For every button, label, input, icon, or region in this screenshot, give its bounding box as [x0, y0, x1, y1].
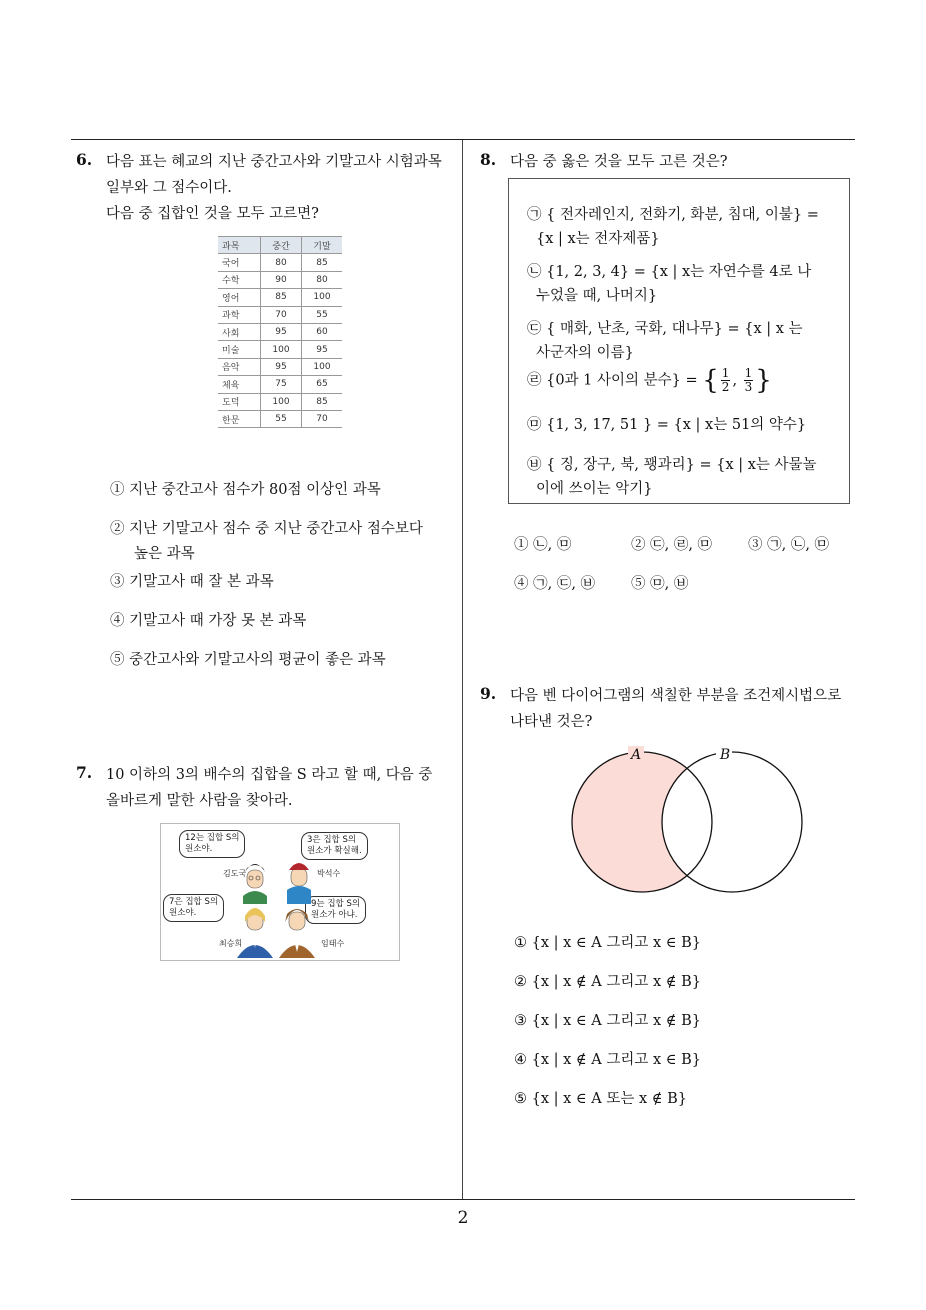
- fraction-2-numerator: 1: [744, 366, 753, 380]
- question-7-number: 7.: [76, 763, 93, 782]
- cell-final: 85: [302, 254, 343, 271]
- q8-choice-4[interactable]: ④ ㉠, ㉢, ㉥: [514, 576, 596, 592]
- header-subject: 과목: [218, 237, 261, 254]
- bubble-3-line2: 원소야.: [169, 908, 197, 918]
- fraction-2-denominator: 3: [744, 380, 753, 394]
- cell-subject: 한문: [218, 410, 261, 427]
- statement-b-line1: ㉡ {1, 2, 3, 4} = {x | x는 자연수를 4로 나: [527, 264, 812, 280]
- student-park: [287, 863, 311, 904]
- statement-e: ㉤ {1, 3, 17, 51 } = {x | x는 51의 약수}: [527, 417, 807, 433]
- question-9-line1: 다음 벤 다이어그램의 색칠한 부분을 조건제시법으로: [510, 688, 842, 704]
- venn-diagram: [560, 742, 810, 902]
- statement-f-line1: ㉥ { 징, 장구, 북, 꽹과리} = {x | x는 사물놀: [527, 457, 817, 473]
- fraction-one-half: [721, 367, 731, 394]
- cell-midterm: 75: [261, 376, 302, 393]
- cell-subject: 음악: [218, 358, 261, 375]
- statement-f-line2: 이에 쓰이는 악기}: [536, 481, 653, 497]
- question-7-line1: 10 이하의 3의 배수의 집합을 S 라고 할 때, 다음 중: [106, 767, 433, 783]
- bubble-2-line2: 원소가 확실해.: [307, 846, 362, 856]
- cell-final: 80: [302, 271, 343, 288]
- table-row: [218, 306, 342, 323]
- statement-c-line1: ㉢ { 매화, 난초, 국화, 대나무} = {x | x 는: [527, 321, 803, 337]
- cell-midterm: 95: [261, 358, 302, 375]
- q9-choice-1[interactable]: ① {x | x ∈ A 그리고 x ∈ B}: [514, 935, 701, 951]
- student-lim: [279, 909, 315, 958]
- cell-final: 85: [302, 393, 343, 410]
- name-choi: 최승희: [219, 939, 243, 948]
- cell-midterm: 90: [261, 271, 302, 288]
- cell-midterm: 80: [261, 254, 302, 271]
- bubble-1-line1: 12는 집합 S의: [185, 833, 240, 843]
- students-cartoon: [160, 823, 400, 961]
- cell-subject: 수학: [218, 271, 261, 288]
- student-kim: [243, 864, 267, 904]
- statement-a-line1: ㉠ { 전자레인지, 전화기, 화분, 침대, 이불} =: [527, 207, 819, 223]
- cell-final: 100: [302, 289, 343, 306]
- set-b-overlap-region: [662, 752, 802, 892]
- table-row: [218, 341, 342, 358]
- q6-option-2-cont[interactable]: 높은 과목: [134, 546, 195, 562]
- statement-b-line2: 누었을 때, 나머지}: [536, 288, 658, 304]
- q8-choice-5[interactable]: ⑤ ㉤, ㉥: [631, 576, 689, 592]
- table-row: [218, 271, 342, 288]
- score-table: [218, 236, 342, 428]
- name-lim: 임태수: [321, 939, 345, 948]
- q8-choice-1[interactable]: ① ㉡, ㉤: [514, 537, 572, 553]
- cell-midterm: 95: [261, 323, 302, 340]
- question-7-line2: 올바르게 말한 사람을 찾아라.: [106, 793, 293, 809]
- student-choi: [237, 908, 273, 958]
- q9-choice-5[interactable]: ⑤ {x | x ∈ A 또는 x ∉ B}: [514, 1091, 687, 1107]
- q6-option-5[interactable]: ⑤ 중간고사와 기말고사의 평균이 좋은 과목: [110, 652, 386, 668]
- q9-choice-4[interactable]: ④ {x | x ∉ A 그리고 x ∈ B}: [514, 1052, 701, 1068]
- question-6-line1: 다음 표는 혜교의 지난 중간고사와 기말고사 시험과목: [106, 154, 442, 170]
- header-final: 기말: [302, 237, 343, 254]
- table-row: [218, 289, 342, 306]
- set-a-label: A: [630, 747, 642, 763]
- fraction-1-numerator: 1: [721, 366, 730, 380]
- q6-option-3[interactable]: ③ 기말고사 때 잘 본 과목: [110, 574, 274, 590]
- cell-final: 55: [302, 306, 343, 323]
- statement-a-line2: {x | x는 전자제품}: [536, 231, 660, 247]
- question-8-text: 다음 중 옳은 것을 모두 고른 것은?: [510, 154, 728, 170]
- question-9-line2: 나타낸 것은?: [510, 714, 593, 730]
- column-divider: [462, 140, 463, 1199]
- cell-subject: 국어: [218, 254, 261, 271]
- name-park: 박석수: [317, 869, 341, 878]
- table-row: [218, 358, 342, 375]
- cell-subject: 도덕: [218, 393, 261, 410]
- cell-midterm: 85: [261, 289, 302, 306]
- cell-final: 70: [302, 410, 343, 427]
- fraction-one-third: [744, 367, 754, 394]
- question-8-number: 8.: [480, 150, 497, 169]
- table-row: [218, 393, 342, 410]
- brace-open-icon: {: [702, 365, 719, 396]
- q6-option-2[interactable]: ② 지난 기말고사 점수 중 지난 중간고사 점수보다: [110, 521, 423, 537]
- cell-subject: 체육: [218, 376, 261, 393]
- q6-option-1[interactable]: ① 지난 중간고사 점수가 80점 이상인 과목: [110, 482, 381, 498]
- cell-final: 60: [302, 323, 343, 340]
- fraction-1-denominator: 2: [721, 380, 730, 394]
- question-6-line2: 일부와 그 점수이다.: [106, 180, 232, 196]
- top-rule: [71, 139, 855, 140]
- table-row: [218, 376, 342, 393]
- brace-close-icon: }: [755, 365, 772, 396]
- score-table-header: [218, 237, 342, 254]
- cell-subject: 영어: [218, 289, 261, 306]
- question-6-number: 6.: [76, 150, 93, 169]
- question-6-line3: 다음 중 집합인 것을 모두 고르면?: [106, 206, 319, 222]
- cell-midterm: 100: [261, 341, 302, 358]
- q9-choice-3[interactable]: ③ {x | x ∈ A 그리고 x ∉ B}: [514, 1013, 701, 1029]
- q6-option-4[interactable]: ④ 기말고사 때 가장 못 본 과목: [110, 613, 307, 629]
- statements-box: [508, 178, 850, 504]
- bubble-4-line1: 9는 집합 S의: [311, 899, 361, 909]
- name-kim: 김도국: [223, 869, 247, 878]
- cell-subject: 미술: [218, 341, 261, 358]
- cell-midterm: 100: [261, 393, 302, 410]
- table-row: [218, 410, 342, 427]
- set-b-label: B: [719, 747, 731, 763]
- header-midterm: 중간: [261, 237, 302, 254]
- bubble-4-line2: 원소가 아냐.: [311, 910, 358, 920]
- bubble-3-line1: 7은 집합 S의: [169, 897, 219, 907]
- bubble-2-line1: 3은 집합 S의: [307, 835, 357, 845]
- cell-final: 95: [302, 341, 343, 358]
- cell-final: 65: [302, 376, 343, 393]
- q9-choice-2[interactable]: ② {x | x ∉ A 그리고 x ∉ B}: [514, 974, 701, 990]
- table-row: [218, 323, 342, 340]
- statement-c-line2: 사군자의 이름}: [536, 345, 634, 361]
- page-number: 2: [457, 1208, 469, 1228]
- cell-subject: 과학: [218, 306, 261, 323]
- bubble-1-line2: 원소야.: [185, 844, 213, 854]
- cell-final: 100: [302, 358, 343, 375]
- bottom-rule: [71, 1199, 855, 1200]
- cell-subject: 사회: [218, 323, 261, 340]
- statement-d-text: ㉣ {0과 1 사이의 분수} =: [527, 372, 698, 389]
- students-illustration: [161, 824, 399, 960]
- q8-choice-2[interactable]: ② ㉢, ㉣, ㉤: [631, 537, 713, 553]
- cell-midterm: 70: [261, 306, 302, 323]
- statement-d: ㉣ {0과 1 사이의 분수} = { $\frac{1}{2}$ , $\frac{1}{3}$ }: [527, 365, 772, 396]
- cell-midterm: 55: [261, 410, 302, 427]
- q8-choice-3[interactable]: ③ ㉠, ㉡, ㉤: [748, 537, 830, 553]
- table-row: [218, 254, 342, 271]
- question-9-number: 9.: [480, 684, 497, 703]
